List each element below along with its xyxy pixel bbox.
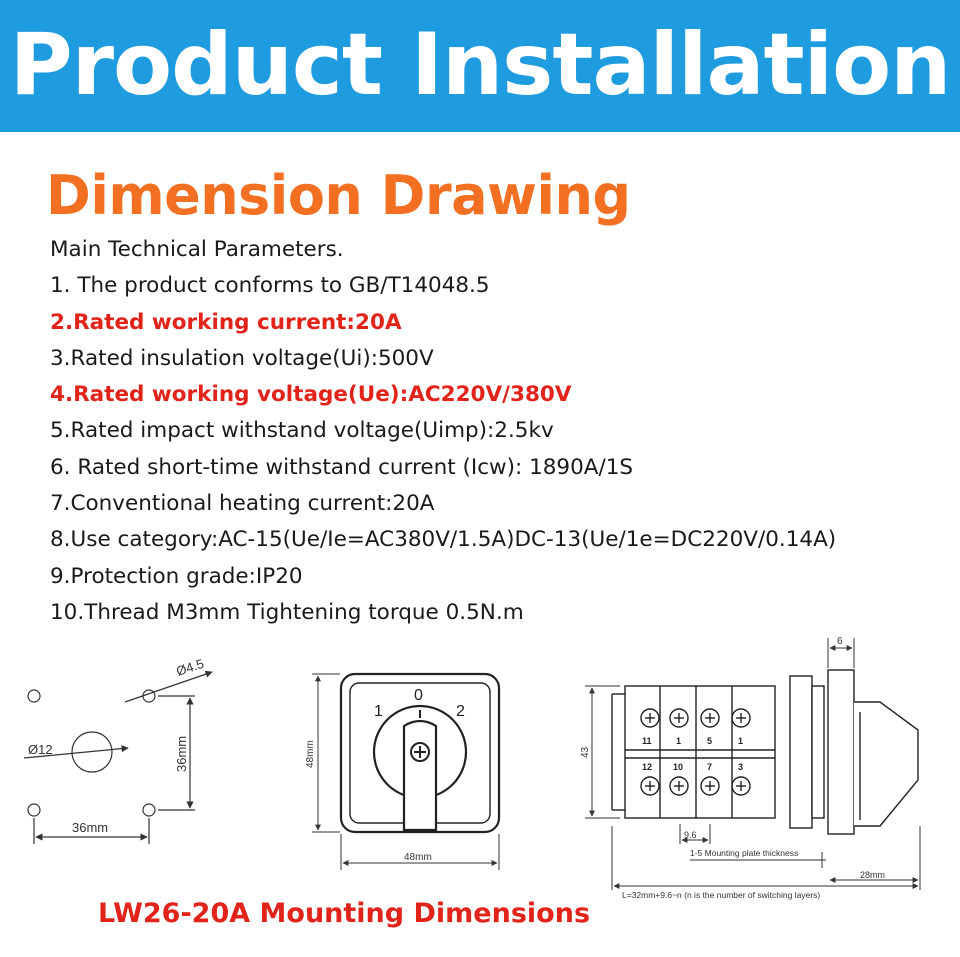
terminal-label: 10 (673, 762, 684, 772)
front-height-label: 48mm (305, 740, 316, 768)
plate-thickness-label: 1-5 Mounting plate thickness (690, 848, 799, 858)
center-diameter-label: Ø12 (28, 742, 53, 757)
position-label-1: 1 (374, 703, 383, 720)
terminal-label: 1 (676, 736, 682, 746)
terminal-label: 11 (642, 736, 652, 746)
section-title: Dimension Drawing (46, 164, 631, 227)
parameter-item: 5.Rated impact withstand voltage(Uimp):2.5kv (50, 418, 554, 444)
hole-diameter-label: Ø4.5 (174, 655, 206, 679)
front-view-drawing (312, 674, 499, 870)
switch-handle (404, 721, 436, 830)
terminal-label: 1 (738, 736, 744, 746)
front-width-label: 48mm (404, 852, 432, 863)
parameter-item-highlighted: 2.Rated working current:20A (50, 309, 402, 335)
parameter-item: 6. Rated short-time withstand current (Icw): 1890A/1S (50, 454, 634, 480)
parameters-heading: Main Technical Parameters. (50, 237, 344, 262)
terminal-label: 5 (707, 736, 713, 746)
length-formula-label: L=32mm+9.6~n (n is the number of switching layers) (622, 890, 821, 900)
terminal-label: 12 (642, 762, 653, 772)
page-title: Product Installation (9, 15, 951, 115)
parameter-item: 10.Thread M3mm Tightening torque 0.5N.m (50, 599, 524, 625)
parameter-item-highlighted: 4.Rated working voltage(Ue):AC220V/380V (50, 382, 572, 408)
parameter-item: 1. The product conforms to GB/T14048.5 (50, 273, 490, 299)
dimension-drawings (0, 630, 960, 900)
pitch-label: 9.6 (684, 830, 697, 840)
side-top-label: 6 (837, 636, 843, 647)
parameter-item: 8.Use category:AC-15(Ue/Ie=AC380V/1.5A)DC-13(Ue/1e=DC220V/0.14A) (50, 527, 837, 553)
mounting-hole (28, 690, 40, 702)
position-label-0: 0 (414, 687, 423, 704)
mounting-dimensions-caption: LW26-20A Mounting Dimensions (98, 898, 591, 929)
position-label-2: 2 (456, 703, 465, 720)
horizontal-dimension-label: 36mm (72, 820, 109, 835)
mounting-hole (28, 804, 40, 816)
mounting-hole (143, 804, 155, 816)
parameter-item: 9.Protection grade:IP20 (50, 563, 303, 589)
depth-label: 28mm (860, 870, 886, 880)
parameter-item: 3.Rated insulation voltage(Ui):500V (50, 345, 434, 371)
parameters-list (50, 232, 836, 631)
parameter-item: 7.Conventional heating current:20A (50, 491, 435, 517)
side-height-label: 43 (580, 746, 591, 758)
vertical-dimension-label: 36mm (174, 735, 189, 772)
terminal-label: 3 (738, 762, 744, 772)
header-banner (0, 0, 960, 132)
terminal-label: 7 (707, 762, 713, 772)
